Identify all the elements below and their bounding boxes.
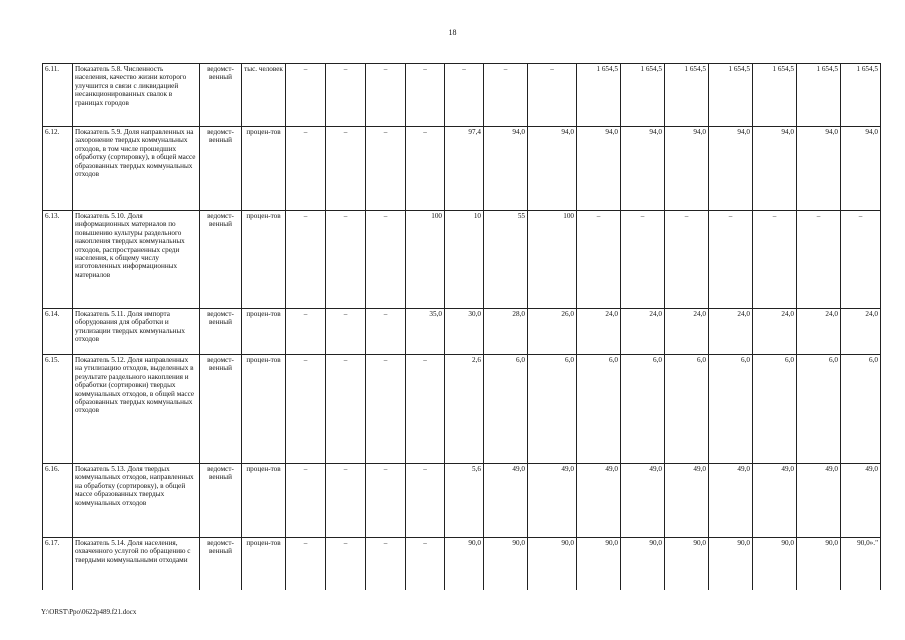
value-cell: 49,0 <box>753 464 797 538</box>
value-cell: 1 654,5 <box>841 64 881 127</box>
value-cell: 6,0 <box>484 355 528 464</box>
value-cell: 90,0»." <box>841 538 881 591</box>
value-cell: 49,0 <box>665 464 709 538</box>
value-cell: – <box>326 464 366 538</box>
value-cell: 6,0 <box>753 355 797 464</box>
value-cell: – <box>709 211 753 309</box>
value-cell: 6,0 <box>665 355 709 464</box>
unit-cell: процен-тов <box>242 127 286 211</box>
indicator-name-cell: Показатель 5.9. Доля направленных на захоронение твердых коммунальных отходов, в том числе прошедших обработку (сортировку), в общей массе образованных твердых коммунальных отходов <box>73 127 200 211</box>
row-number-cell: 6.11. <box>43 64 73 127</box>
indicator-name-cell: Показатель 5.13. Доля твердых коммунальных отходов, направленных на обработку (сортировку), в общей массе образованных твердых коммунальных отходов <box>73 464 200 538</box>
unit-cell: тыс. человек <box>242 64 286 127</box>
value-cell: 100 <box>406 211 445 309</box>
value-cell: 90,0 <box>753 538 797 591</box>
value-cell: 6,0 <box>528 355 577 464</box>
value-cell: – <box>326 538 366 591</box>
page-number: 18 <box>448 28 457 37</box>
row-number-cell: 6.13. <box>43 211 73 309</box>
value-cell: – <box>326 211 366 309</box>
value-cell: 90,0 <box>445 538 484 591</box>
value-cell: 49,0 <box>797 464 841 538</box>
table-row <box>43 355 881 464</box>
value-cell: – <box>841 211 881 309</box>
value-cell: 1 654,5 <box>709 64 753 127</box>
unit-cell: процен-тов <box>242 211 286 309</box>
value-cell: – <box>366 309 406 355</box>
value-cell: – <box>326 64 366 127</box>
value-cell: 94,0 <box>797 127 841 211</box>
source-cell: ведомст-венный <box>200 355 242 464</box>
value-cell: – <box>753 211 797 309</box>
value-cell: – <box>366 355 406 464</box>
value-cell: 24,0 <box>841 309 881 355</box>
source-cell: ведомст-венный <box>200 211 242 309</box>
value-cell: – <box>366 211 406 309</box>
value-cell: 94,0 <box>528 127 577 211</box>
value-cell: 94,0 <box>484 127 528 211</box>
table-row <box>43 127 881 211</box>
source-cell: ведомст-венный <box>200 64 242 127</box>
value-cell: – <box>484 64 528 127</box>
value-cell: – <box>286 355 326 464</box>
value-cell: 35,0 <box>406 309 445 355</box>
indicators-table <box>42 63 881 590</box>
indicator-name-cell: Показатель 5.14. Доля населения, охваченного услугой по обращению с твердыми коммунальными отходами <box>73 538 200 591</box>
value-cell: 90,0 <box>621 538 665 591</box>
value-cell: 1 654,5 <box>753 64 797 127</box>
value-cell: – <box>326 309 366 355</box>
table-row <box>43 211 881 309</box>
value-cell: – <box>406 538 445 591</box>
value-cell: 1 654,5 <box>797 64 841 127</box>
value-cell: – <box>406 355 445 464</box>
value-cell: 49,0 <box>484 464 528 538</box>
value-cell: – <box>528 64 577 127</box>
value-cell: 6,0 <box>709 355 753 464</box>
value-cell: – <box>286 538 326 591</box>
value-cell: 90,0 <box>665 538 709 591</box>
value-cell: 24,0 <box>621 309 665 355</box>
value-cell: 26,0 <box>528 309 577 355</box>
value-cell: 94,0 <box>665 127 709 211</box>
unit-cell: процен-тов <box>242 538 286 591</box>
value-cell: – <box>366 464 406 538</box>
value-cell: – <box>326 127 366 211</box>
table-row <box>43 309 881 355</box>
value-cell: – <box>621 211 665 309</box>
value-cell: 24,0 <box>665 309 709 355</box>
value-cell: – <box>577 211 621 309</box>
value-cell: 6,0 <box>797 355 841 464</box>
value-cell: 24,0 <box>577 309 621 355</box>
value-cell: 24,0 <box>797 309 841 355</box>
unit-cell: процен-тов <box>242 309 286 355</box>
table-body <box>43 64 881 591</box>
row-number-cell: 6.15. <box>43 355 73 464</box>
value-cell: – <box>366 64 406 127</box>
value-cell: 24,0 <box>709 309 753 355</box>
value-cell: 30,0 <box>445 309 484 355</box>
value-cell: 90,0 <box>577 538 621 591</box>
table-row <box>43 538 881 591</box>
value-cell: 94,0 <box>577 127 621 211</box>
value-cell: 90,0 <box>484 538 528 591</box>
value-cell: – <box>665 211 709 309</box>
value-cell: 49,0 <box>577 464 621 538</box>
source-cell: ведомст-венный <box>200 538 242 591</box>
table-row <box>43 64 881 127</box>
indicator-name-cell: Показатель 5.8. Численность населения, качество жизни которого улучшится в связи с ликвидацией несанкционированных свалок в границах городов <box>73 64 200 127</box>
value-cell: – <box>406 64 445 127</box>
indicator-name-cell: Показатель 5.11. Доля импорта оборудования для обработки и утилизации твердых коммунальных отходов <box>73 309 200 355</box>
row-number-cell: 6.12. <box>43 127 73 211</box>
value-cell: 97,4 <box>445 127 484 211</box>
value-cell: – <box>406 127 445 211</box>
source-cell: ведомст-венный <box>200 127 242 211</box>
value-cell: 1 654,5 <box>577 64 621 127</box>
footer-file-path: Y:\ORST\Ppo\0622p489.f21.docx <box>41 608 137 616</box>
value-cell: – <box>286 64 326 127</box>
value-cell: 49,0 <box>709 464 753 538</box>
value-cell: 94,0 <box>753 127 797 211</box>
source-cell: ведомст-венный <box>200 464 242 538</box>
unit-cell: процен-тов <box>242 355 286 464</box>
source-cell: ведомст-венный <box>200 309 242 355</box>
value-cell: 55 <box>484 211 528 309</box>
value-cell: – <box>286 211 326 309</box>
value-cell: 49,0 <box>621 464 665 538</box>
value-cell: 6,0 <box>621 355 665 464</box>
indicator-name-cell: Показатель 5.10. Доля информационных материалов по повышению культуры раздельного накопления твердых коммунальных отходов, распространенных среди населения, к общему числу изготовленных информационных материалов <box>73 211 200 309</box>
value-cell: 6,0 <box>841 355 881 464</box>
value-cell: – <box>797 211 841 309</box>
value-cell: 28,0 <box>484 309 528 355</box>
value-cell: 100 <box>528 211 577 309</box>
value-cell: 1 654,5 <box>621 64 665 127</box>
value-cell: – <box>326 355 366 464</box>
value-cell: 6,0 <box>577 355 621 464</box>
indicator-name-cell: Показатель 5.12. Доля направленных на утилизацию отходов, выделенных в результате раздельного накопления и обработки (сортировки) твердых коммунальных отходов, в общей массе образованных твердых коммунальных отходов <box>73 355 200 464</box>
table-row <box>43 464 881 538</box>
value-cell: 5,6 <box>445 464 484 538</box>
value-cell: 94,0 <box>841 127 881 211</box>
value-cell: 90,0 <box>709 538 753 591</box>
value-cell: 1 654,5 <box>665 64 709 127</box>
row-number-cell: 6.14. <box>43 309 73 355</box>
value-cell: – <box>366 538 406 591</box>
value-cell: 49,0 <box>528 464 577 538</box>
value-cell: 94,0 <box>621 127 665 211</box>
value-cell: – <box>286 464 326 538</box>
unit-cell: процен-тов <box>242 464 286 538</box>
value-cell: 24,0 <box>753 309 797 355</box>
value-cell: – <box>286 309 326 355</box>
value-cell: – <box>406 464 445 538</box>
value-cell: 94,0 <box>709 127 753 211</box>
value-cell: – <box>286 127 326 211</box>
value-cell: 90,0 <box>797 538 841 591</box>
value-cell: – <box>366 127 406 211</box>
value-cell: 2,6 <box>445 355 484 464</box>
value-cell: 90,0 <box>528 538 577 591</box>
row-number-cell: 6.16. <box>43 464 73 538</box>
value-cell: 10 <box>445 211 484 309</box>
value-cell: 49,0 <box>841 464 881 538</box>
value-cell: – <box>445 64 484 127</box>
row-number-cell: 6.17. <box>43 538 73 591</box>
